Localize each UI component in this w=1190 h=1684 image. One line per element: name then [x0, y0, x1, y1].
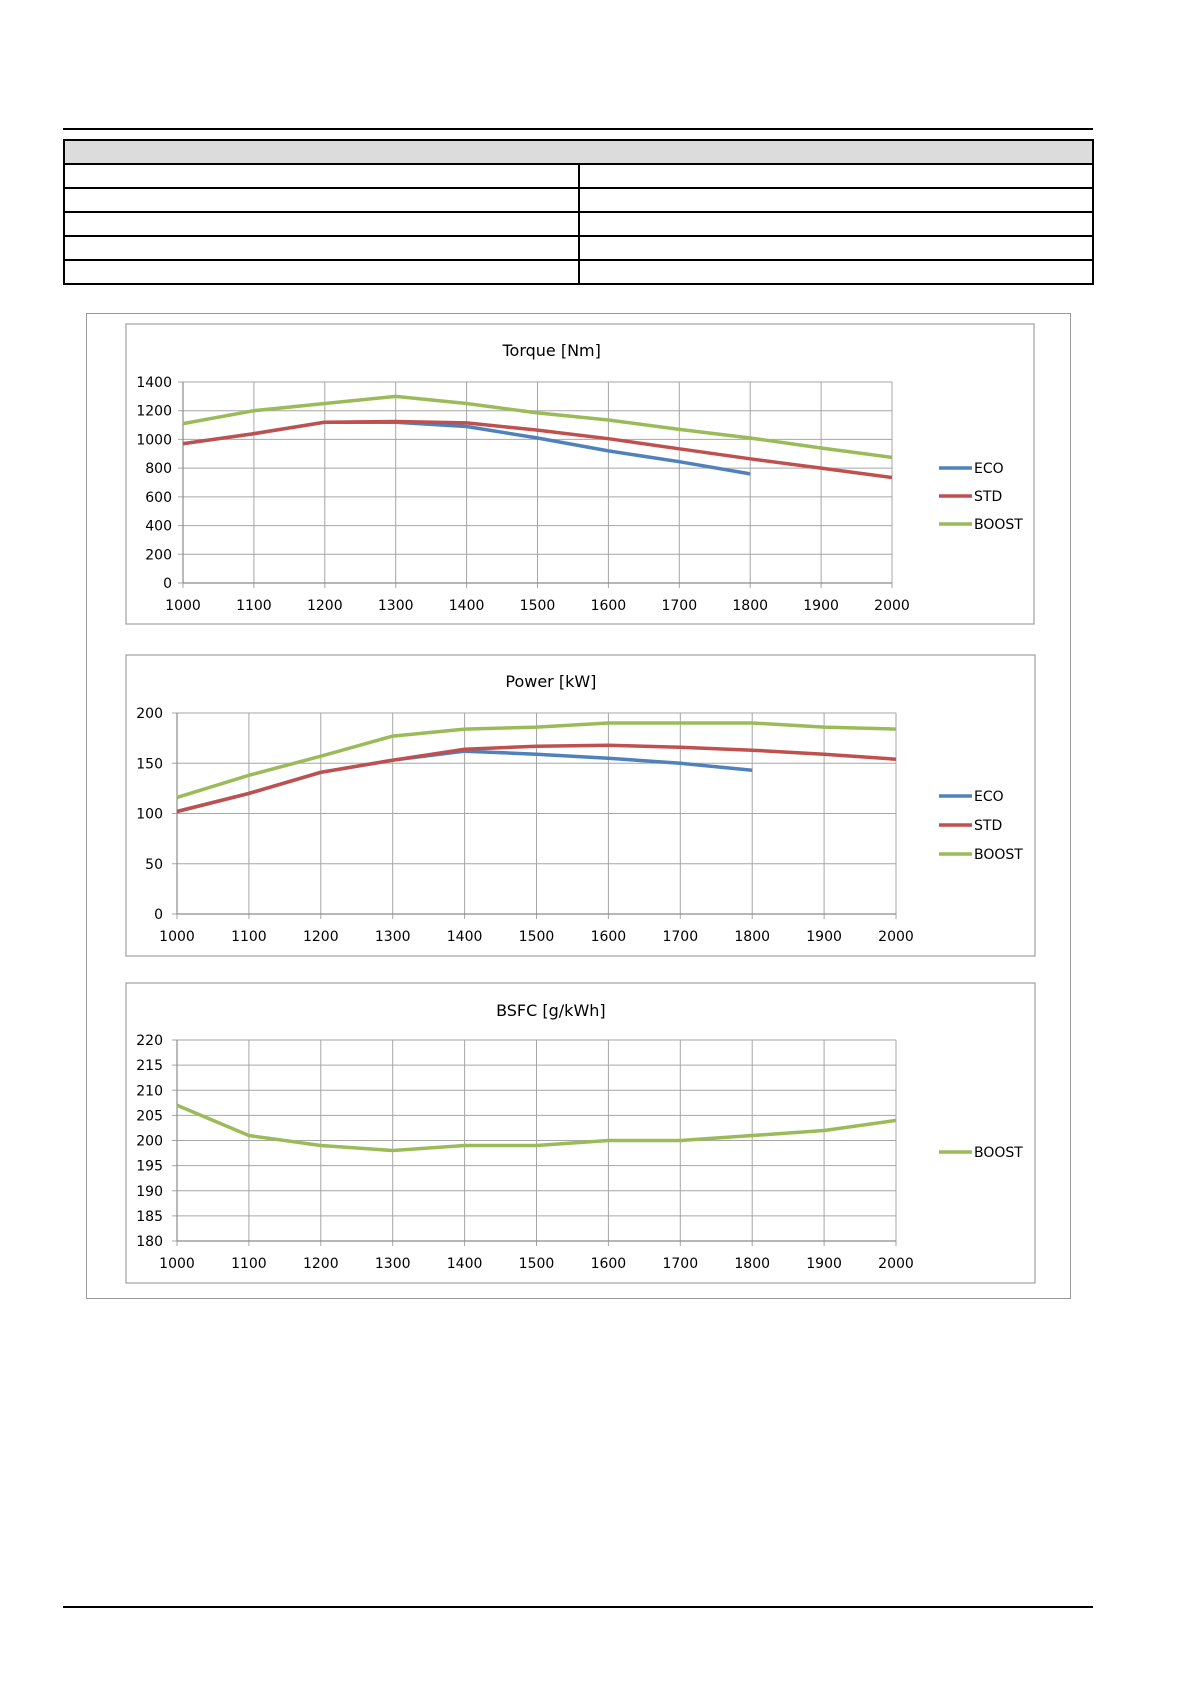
chart-title: Torque [Nm]	[502, 341, 601, 360]
x-tick-label: 1400	[446, 929, 483, 945]
chart-area	[126, 655, 1035, 956]
x-tick-label: 1300	[374, 929, 411, 945]
x-tick-label: 1900	[803, 598, 839, 614]
x-tick-label: 1000	[159, 929, 195, 945]
y-tick-label: 1400	[136, 375, 172, 391]
x-tick-label: 1000	[165, 598, 201, 614]
y-tick-label: 1200	[136, 403, 172, 420]
y-tick-label: 0	[154, 907, 163, 923]
y-tick-label: 185	[136, 1208, 163, 1225]
x-tick-label: 1100	[231, 929, 267, 945]
legend-label: ECO	[974, 461, 1004, 477]
chart-3	[126, 983, 1035, 1283]
y-tick-label: 190	[136, 1183, 163, 1200]
y-tick-label: 600	[145, 489, 172, 506]
chart-title: BSFC [g/kWh]	[496, 1001, 606, 1020]
x-tick-label: 1100	[236, 598, 272, 614]
y-tick-label: 400	[145, 518, 172, 535]
footer-rule	[63, 1606, 1093, 1608]
x-tick-label: 2000	[878, 1256, 914, 1272]
y-tick-label: 800	[145, 461, 172, 478]
y-tick-label: 50	[145, 856, 163, 873]
chart-area	[126, 324, 1034, 624]
legend-label: ECO	[974, 789, 1004, 805]
y-tick-label: 215	[136, 1058, 163, 1075]
x-tick-label: 1100	[231, 1256, 267, 1272]
x-tick-label: 1400	[448, 598, 485, 614]
x-tick-label: 1500	[519, 598, 556, 614]
chart-1	[126, 324, 1034, 624]
x-tick-label: 1400	[446, 1256, 483, 1272]
x-tick-label: 1300	[377, 598, 414, 614]
y-tick-label: 180	[136, 1234, 163, 1250]
x-tick-label: 1300	[374, 1256, 411, 1272]
y-tick-label: 210	[136, 1083, 163, 1100]
x-tick-label: 2000	[878, 929, 914, 945]
y-tick-label: 0	[163, 576, 172, 592]
x-tick-label: 1200	[306, 598, 343, 614]
legend-label: BOOST	[974, 847, 1023, 863]
legend-label: STD	[974, 489, 1003, 505]
x-tick-label: 2000	[874, 598, 910, 614]
x-tick-label: 1800	[732, 598, 769, 614]
y-tick-label: 100	[136, 806, 163, 823]
x-tick-label: 1500	[518, 1256, 555, 1272]
x-tick-label: 1500	[518, 929, 555, 945]
x-tick-label: 1900	[806, 929, 842, 945]
x-tick-label: 1600	[590, 1256, 627, 1272]
x-tick-label: 1800	[734, 929, 771, 945]
y-tick-label: 200	[145, 547, 172, 564]
y-tick-label: 200	[136, 1133, 163, 1150]
legend-label: STD	[974, 818, 1003, 834]
x-tick-label: 1700	[662, 929, 699, 945]
y-tick-label: 200	[136, 706, 163, 722]
legend-label: BOOST	[974, 517, 1023, 533]
x-tick-label: 1900	[806, 1256, 842, 1272]
x-tick-label: 1700	[662, 1256, 699, 1272]
x-tick-label: 1000	[159, 1256, 195, 1272]
y-tick-label: 220	[136, 1033, 163, 1049]
x-tick-label: 1600	[590, 598, 627, 614]
y-tick-label: 1000	[136, 432, 172, 449]
y-tick-label: 195	[136, 1158, 163, 1175]
chart-area	[126, 983, 1035, 1283]
x-tick-label: 1700	[661, 598, 698, 614]
chart-title: Power [kW]	[505, 672, 597, 691]
legend-label: BOOST	[974, 1145, 1023, 1161]
x-tick-label: 1800	[734, 1256, 771, 1272]
x-tick-label: 1600	[590, 929, 627, 945]
x-tick-label: 1200	[302, 1256, 339, 1272]
y-tick-label: 205	[136, 1108, 163, 1125]
y-tick-label: 150	[136, 756, 163, 773]
chart-2	[126, 655, 1035, 956]
x-tick-label: 1200	[302, 929, 339, 945]
